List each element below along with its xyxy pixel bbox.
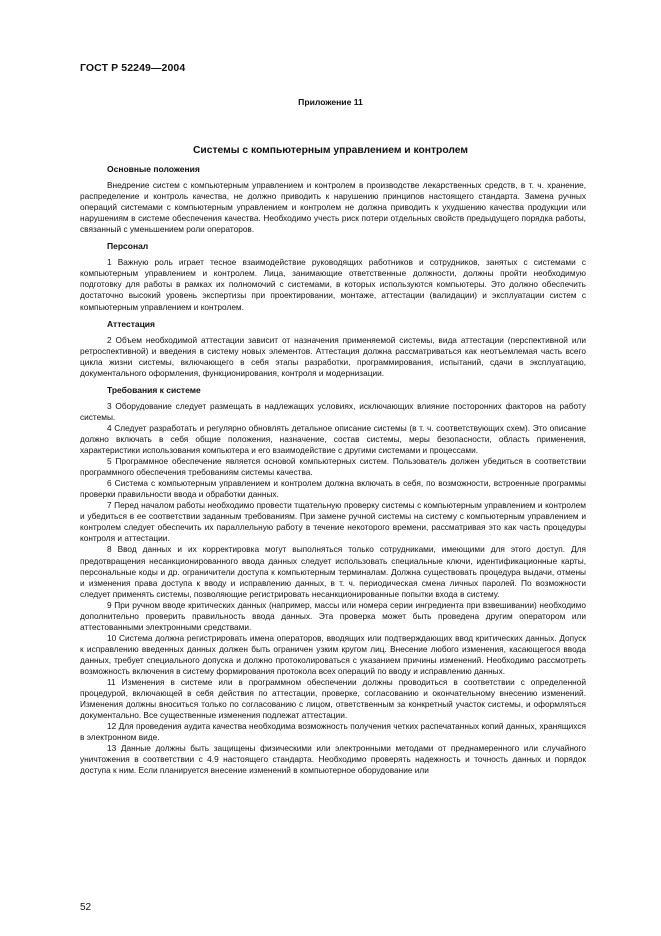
paragraph: 12 Для проведения аудита качества необходима возможность получения четких распечатанных копий данных, хранящихся в электронном виде.: [80, 721, 586, 743]
section-heading: Основные положения: [107, 164, 200, 174]
paragraph: 8 Ввод данных и их корректировка могут выполняться только сотрудниками, имеющими для этого доступ. Для предотвращения несанкционированного ввода данных следует использовать специальные ключи, идентификационные карты, персональные коды и др. ограничители доступа к компьютерным терминалам. Должна существовать процедура выдачи, отмены и изменения права доступа к вводу и исправлению данных, в т. ч. периодическая смена личных паролей. По возможности следует применять системы, позволяющие регистрировать несанкционированные попытки входа в систему.: [80, 544, 586, 599]
paragraph: 9 При ручном вводе критических данных (например, массы или номера серии ингредиента при взвешивании) необходимо дополнительно проверить правильность ввода данных. Эта проверка может быть проведена другим оператором или аттестованными электронными средствами.: [80, 599, 586, 632]
section-heading: Персонал: [107, 241, 149, 252]
paragraph: 13 Данные должны быть защищены физическими или электронными методами от преднамеренного или случайного уничтожения в соответствии с 4.9 настоящего стандарта. Необходимо проверять надежность и точность данных и порядок доступа к ним. Если планируется внесение изменений в компьютерное оборудование или: [80, 743, 586, 776]
page-number: 52: [80, 902, 92, 913]
paragraph: 7 Перед началом работы необходимо провести тщательную проверку системы с компьютерным управлением и контролем и убедиться в ее соответствии заданным требованиям. При замене ручной системы на систему с компьютерным управлением и контролем следует обеспечить их параллельную работу в течение некоторого времени, рассматривая это как часть процедуры контроля и аттестации.: [80, 500, 586, 544]
paragraph: 4 Следует разработать и регулярно обновлять детальное описание системы (в т. ч. соответствующих схем). Это описание должно включать в себя общие положения, назначение, состав системы, меры безопасности, область применения, характеристики использования компьютера и его взаимодействие с другими системами и процессами.: [80, 422, 586, 456]
document-header: ГОСТ Р 52249—2004: [80, 62, 186, 74]
paragraph: Внедрение систем с компьютерным управлением и контролем в производстве лекарственных средств, в т. ч. хранение, распределение и контроль качества, не должно приводить к нарушению принципов настоящего стандарта. Замена ручных операций системами с компьютерным управлением и контролем не должна приводить к ухудшению качества продукции или нарушениям в системе обеспечения качества. Необходимо учесть риск потери отдельных свойств предыдущего порядка работы, связанный с уменьшением роли операторов.: [80, 180, 586, 235]
paragraph: 10 Система должна регистрировать имена операторов, вводящих или подтверждающих ввод критических данных. Допуск к исправлению введенных данных должен быть ограничен узким кругом лиц. Внесение любого изменения, касающегося ввода данных, требует специального допуска и должно протоколироваться с указанием причины изменений. Необходимо рассмотреть возможность включения в систему формирования протокола всех операций по вводу и исправлению данных.: [80, 632, 586, 676]
page-title: Системы с компьютерным управлением и контролем: [192, 145, 468, 156]
section-heading: Аттестация: [107, 318, 155, 329]
paragraph: 3 Оборудование следует размещать в надлежащих условиях, исключающих влияние посторонних факторов на работу системы.: [80, 400, 586, 422]
paragraph: 5 Программное обеспечение является основой компьютерных систем. Пользователь должен убедиться в соответствии программного обеспечения требованиям системы качества.: [80, 456, 586, 478]
paragraph: 1 Важную роль играет тесное взаимодействие руководящих работников и сотрудников, занятых с системами с компьютерным управлением и контролем. Лица, занимающие ответственные должности, должны пройти необходимую подготовку для работы в рамках их полномочий с системами, в которых используются компьютеры. Это должно обеспечить достаточно высокий уровень экспертизы при проектировании, монтаже, аттестации (валидации) и эксплуатации систем с компьютерным управлением и контролем.: [80, 257, 586, 312]
document-body: [80, 164, 586, 776]
paragraph: 2 Объем необходимой аттестации зависит от назначения применяемой системы, вида аттестации (перспективной или ретроспективной) и введения в систему новых элементов. Аттестация должна рассматриваться как неотъемлемая часть всего цикла жизни системы, включающего в себя этапы разработки, программирования, испытаний, сдачи в эксплуатацию, документального оформления, функционирования, контроля и модернизации.: [80, 334, 586, 378]
paragraph: 6 Система с компьютерным управлением и контролем должна включать в себя, по возможности, встроенные программы проверки правильности ввода и обработки данных.: [80, 478, 586, 500]
section-heading: Требования к системе: [107, 384, 201, 395]
paragraph: 11 Изменения в системе или в программном обеспечении должны проводиться в соответствии с определенной процедурой, включающей в себя действия по аттестации, проверке, согласованию и окончательному внесению изменений. Изменения должны вноситься только по согласованию с лицом, ответственным за конкретный участок системы, и оформляться документально. Все существенные изменения подлежат аттестации.: [80, 677, 586, 721]
appendix-label: Приложение 11: [298, 97, 363, 107]
